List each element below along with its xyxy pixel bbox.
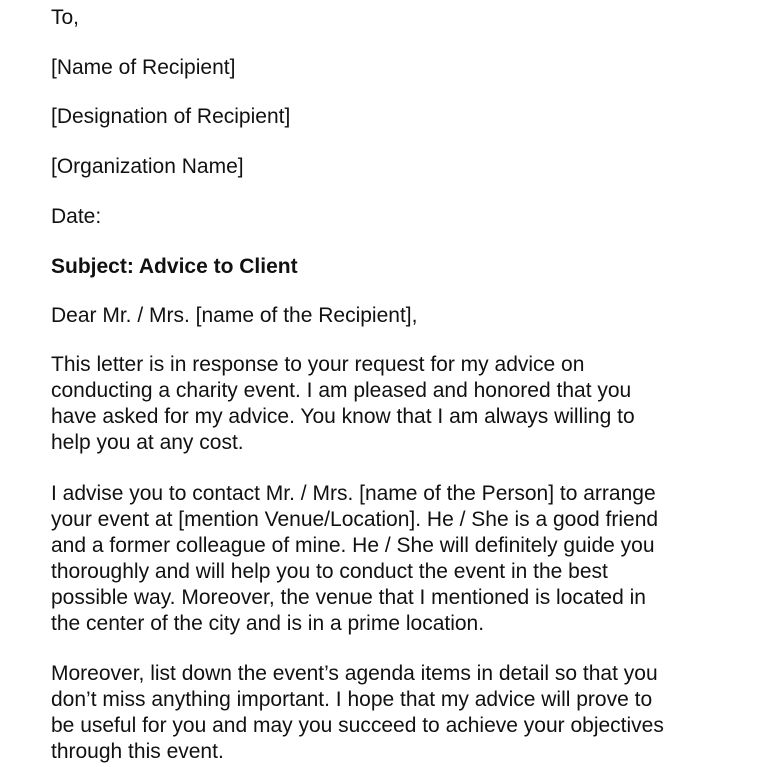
paragraph-line: through this event. (51, 740, 224, 763)
subject-line: Subject: Advice to Client (51, 255, 298, 278)
paragraph-line: I advise you to contact Mr. / Mrs. [name of the Person] to arrange (51, 482, 656, 505)
paragraph-1 (51, 352, 635, 456)
paragraph-line: thoroughly and will help you to conduct the event in the best (51, 560, 608, 583)
paragraph-line: don’t miss anything important. I hope that my advice will prove to (51, 688, 653, 711)
date-label: Date: (51, 205, 102, 228)
paragraph-line: Moreover, list down the event’s agenda items in detail so that you (51, 662, 658, 685)
paragraph-line: the center of the city and is in a prime location. (51, 612, 485, 635)
paragraph-line: conducting a charity event. I am pleased and honored that you (51, 379, 632, 402)
paragraph-line: and a former colleague of mine. He / She will definitely guide you (51, 534, 655, 557)
recipient-designation: [Designation of Recipient] (51, 105, 291, 128)
paragraph-3 (51, 661, 664, 765)
to-line: To, (51, 6, 80, 29)
paragraph-line: be useful for you and may you succeed to achieve your objectives (51, 714, 664, 737)
paragraph-2 (51, 481, 658, 637)
paragraph-line: help you at any cost. (51, 431, 244, 454)
organization-name: [Organization Name] (51, 155, 244, 178)
paragraph-line: have asked for my advice. You know that I am always willing to (51, 405, 635, 428)
paragraph-line: possible way. Moreover, the venue that I mentioned is located in (51, 586, 646, 609)
paragraph-line: your event at [mention Venue/Location]. He / She is a good friend (51, 508, 659, 531)
greeting-line: Dear Mr. / Mrs. [name of the Recipient], (51, 304, 418, 327)
recipient-name: [Name of Recipient] (51, 56, 236, 79)
paragraph-line: This letter is in response to your request for my advice on (51, 353, 585, 376)
